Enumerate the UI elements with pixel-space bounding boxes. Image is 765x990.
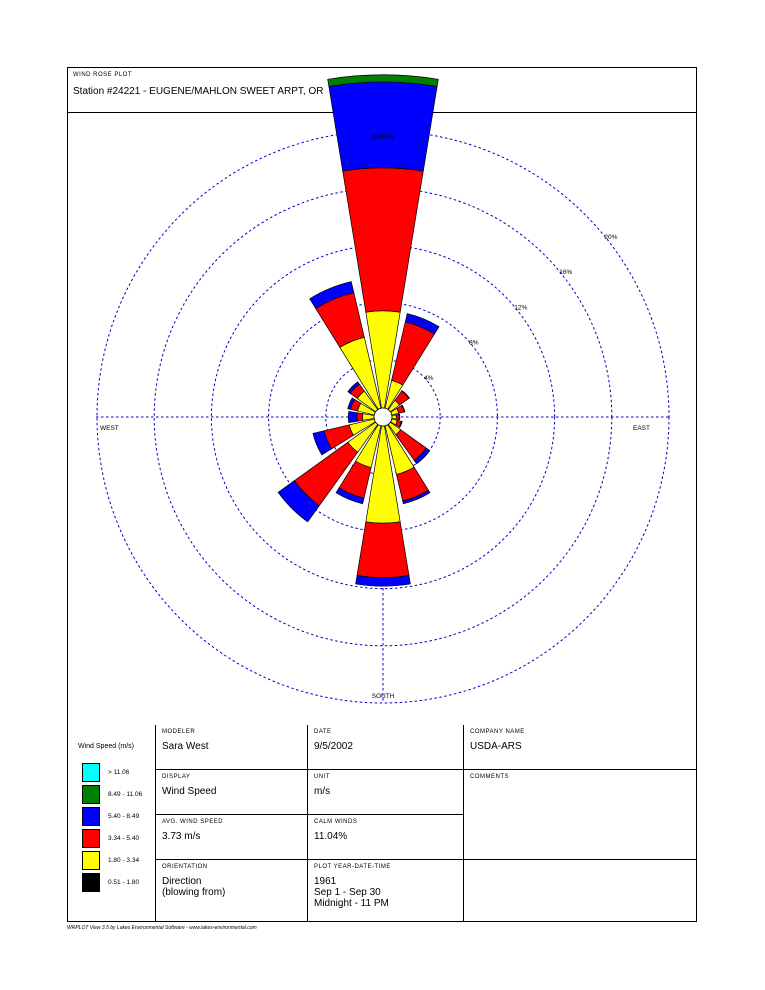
display-label: DISPLAY — [162, 774, 191, 780]
calm-center-circle — [374, 408, 392, 426]
ring-label-20: 20% — [604, 233, 618, 241]
avg-speed-cell — [156, 815, 308, 860]
petal-n-5-40-8-49 — [329, 82, 437, 171]
wind-speed-legend — [68, 725, 156, 921]
ring-label-12: 12% — [514, 304, 528, 312]
unit-cell — [308, 770, 464, 815]
date-label: DATE — [314, 729, 332, 735]
avg-speed-value: 3.73 m/s — [162, 831, 201, 842]
legend-swatch-black — [82, 873, 100, 892]
display-cell — [156, 770, 308, 815]
orientation-label: ORIENTATION — [162, 864, 208, 870]
ring-label-4: 4% — [424, 374, 434, 382]
legend-swatch-green — [82, 785, 100, 804]
legend-swatch-yellow — [82, 851, 100, 870]
modeler-cell — [156, 725, 308, 770]
legend-swatch-cyan — [82, 763, 100, 782]
south-label: SOUTH — [371, 693, 395, 700]
ring-label-16: 16% — [559, 269, 573, 277]
orientation-value-1: Direction — [162, 876, 202, 887]
legend-swatch-blue — [82, 807, 100, 826]
legend-swatch-red — [82, 829, 100, 848]
modeler-label: MODELER — [162, 729, 196, 735]
wind-rose-chart — [68, 68, 696, 725]
unit-label: UNIT — [314, 774, 330, 780]
orientation-cell — [156, 860, 308, 921]
unit-value: m/s — [314, 786, 331, 797]
legend-label: 8.49 - 11.06 — [108, 791, 143, 798]
calm-winds-cell — [308, 815, 464, 860]
legend-label: 5.40 - 8.49 — [108, 813, 140, 820]
west-label: WEST — [100, 425, 119, 432]
petal-n-3-34-5-40 — [343, 168, 424, 312]
legend-label: 3.34 - 5.40 — [108, 835, 140, 842]
orientation-value-2: (blowing from) — [162, 887, 226, 898]
modeler-value: Sara West — [162, 741, 209, 752]
company-value: USDA-ARS — [470, 741, 522, 752]
blank-cell — [464, 860, 696, 921]
comments-label: COMMENTS — [470, 774, 509, 780]
plot-type-label: WIND ROSE PLOT — [73, 72, 133, 78]
period-year: 1961 — [314, 876, 337, 887]
footer-credit: WRPLOT View 3.5 by Lakes Environmental Software - www.lakes-environmental.com — [67, 925, 257, 931]
legend-label: 0.51 - 1.80 — [108, 879, 140, 886]
north-label: NORTH — [371, 134, 395, 141]
date-cell — [308, 725, 464, 770]
period-dates: Sep 1 - Sep 30 — [314, 887, 381, 898]
petal-e-1-80-3-34 — [392, 415, 396, 419]
period-hours: Midnight - 11 PM — [314, 898, 389, 909]
calm-winds-value: 11.04% — [314, 831, 348, 842]
display-value: Wind Speed — [162, 786, 217, 797]
station-title: Station #24221 - EUGENE/MAHLON SWEET ARPT, OR — [73, 86, 324, 97]
comments-cell — [464, 770, 696, 860]
plot-frame — [67, 67, 697, 922]
petal-s-3-34-5-40 — [357, 522, 409, 578]
petal-e-5-40-8-49 — [399, 414, 400, 419]
date-value: 9/5/2002 — [314, 741, 353, 752]
avg-speed-label: AVG. WIND SPEED — [162, 819, 224, 825]
legend-label: > 11.06 — [108, 769, 130, 776]
period-cell — [308, 860, 464, 921]
petal-w-5-40-8-49 — [348, 411, 357, 422]
period-label: PLOT YEAR-DATE-TIME — [314, 864, 391, 870]
east-label: EAST — [633, 425, 650, 432]
legend-title: Wind Speed (m/s) — [78, 743, 135, 750]
petals-group — [278, 75, 439, 586]
calm-winds-label: CALM WINDS — [314, 819, 358, 825]
legend-label: 1.80 - 3.34 — [108, 857, 140, 864]
petal-w-3-34-5-40 — [357, 413, 363, 421]
ring-label-8: 8% — [469, 339, 479, 347]
company-label: COMPANY NAME — [470, 729, 525, 735]
company-cell — [464, 725, 696, 770]
